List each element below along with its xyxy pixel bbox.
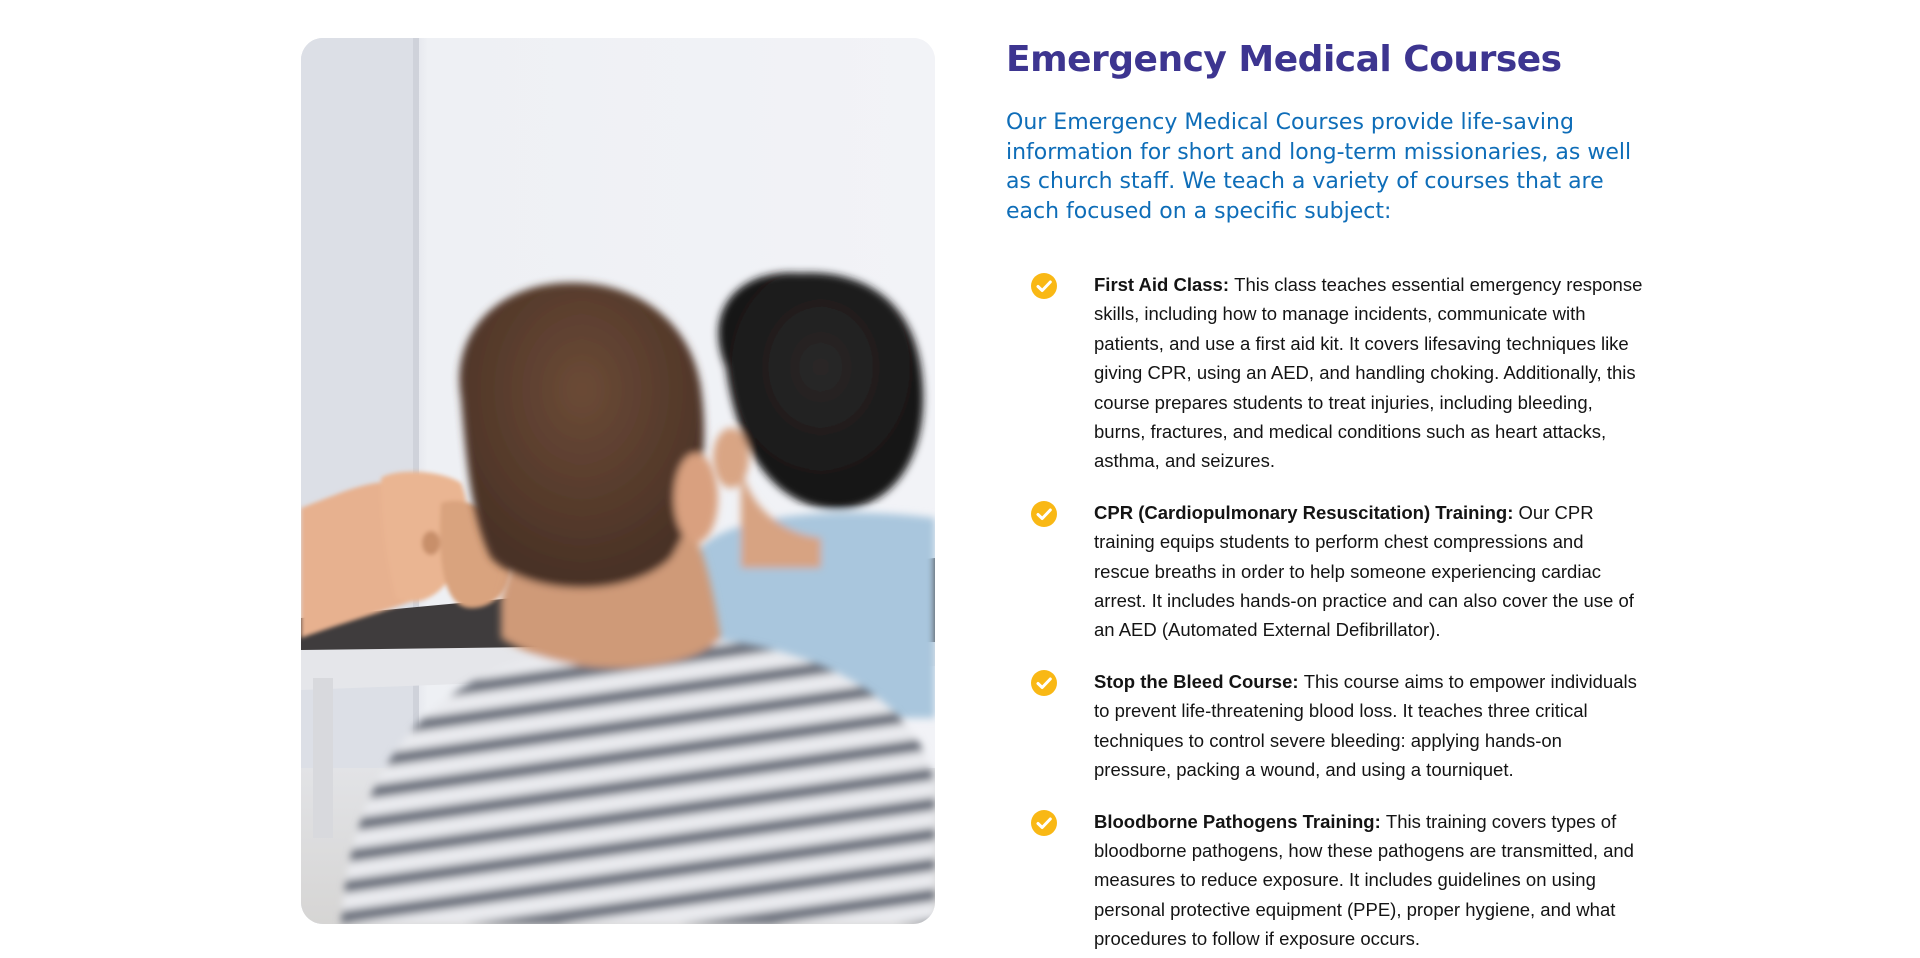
list-item (1006, 667, 1644, 785)
course-description: This training covers types of bloodborne pathogens, how these pathogens are transmitted, and measures to reduce exposure. It includes guidelines on using personal protective equipment (PPE), proper hygiene, and what procedures to follow if exposure occurs. (1094, 810, 1634, 950)
course-name: First Aid Class: (1094, 274, 1235, 295)
check-circle-icon (1031, 810, 1057, 836)
course-name: Bloodborne Pathogens Training: (1094, 810, 1386, 832)
page-title: Emergency Medical Courses (1006, 39, 1562, 80)
cpr-training-photo (301, 38, 935, 924)
course-name: CPR (Cardiopulmonary Resuscitation) Training: (1094, 501, 1519, 523)
photo-illustration (301, 38, 935, 924)
intro-text: Our Emergency Medical Courses provide life-saving information for short and long-term missionaries, as well as church staff. We teach a variety of courses that are each focused on a specific subject: (1006, 110, 1632, 224)
check-circle-icon (1031, 501, 1057, 527)
course-description: Our CPR training equips students to perform chest compressions and rescue breaths in order to help someone experiencing cardiac arrest. It includes hands-on practice and can also cover the use of an AED (Automated External Defibrillator). (1094, 501, 1634, 641)
course-info (1006, 36, 1646, 958)
list-item (1006, 498, 1644, 645)
check-circle-icon (1031, 670, 1057, 696)
course-name: Stop the Bleed Course: (1094, 670, 1304, 692)
list-item (1006, 807, 1644, 954)
course-description: This course aims to empower individuals to prevent life-threatening blood loss. It teaches three critical techniques to control severe bleeding: applying hands-on pressure, packing a wound, and using a tourniquet. (1094, 670, 1637, 781)
course-description: This class teaches essential emergency response skills, including how to manage incidents, communicate with patients, and use a first aid kit. It covers lifesaving techniques like giving CPR, using an AED, and handling choking. Additionally, this course prepares students to treat injuries, including bleeding, burns, fractures, and medical conditions such as heart attacks, asthma, and seizures. (1094, 274, 1643, 472)
list-item (1006, 270, 1644, 476)
check-circle-icon (1031, 273, 1057, 299)
course-list (1006, 270, 1646, 954)
